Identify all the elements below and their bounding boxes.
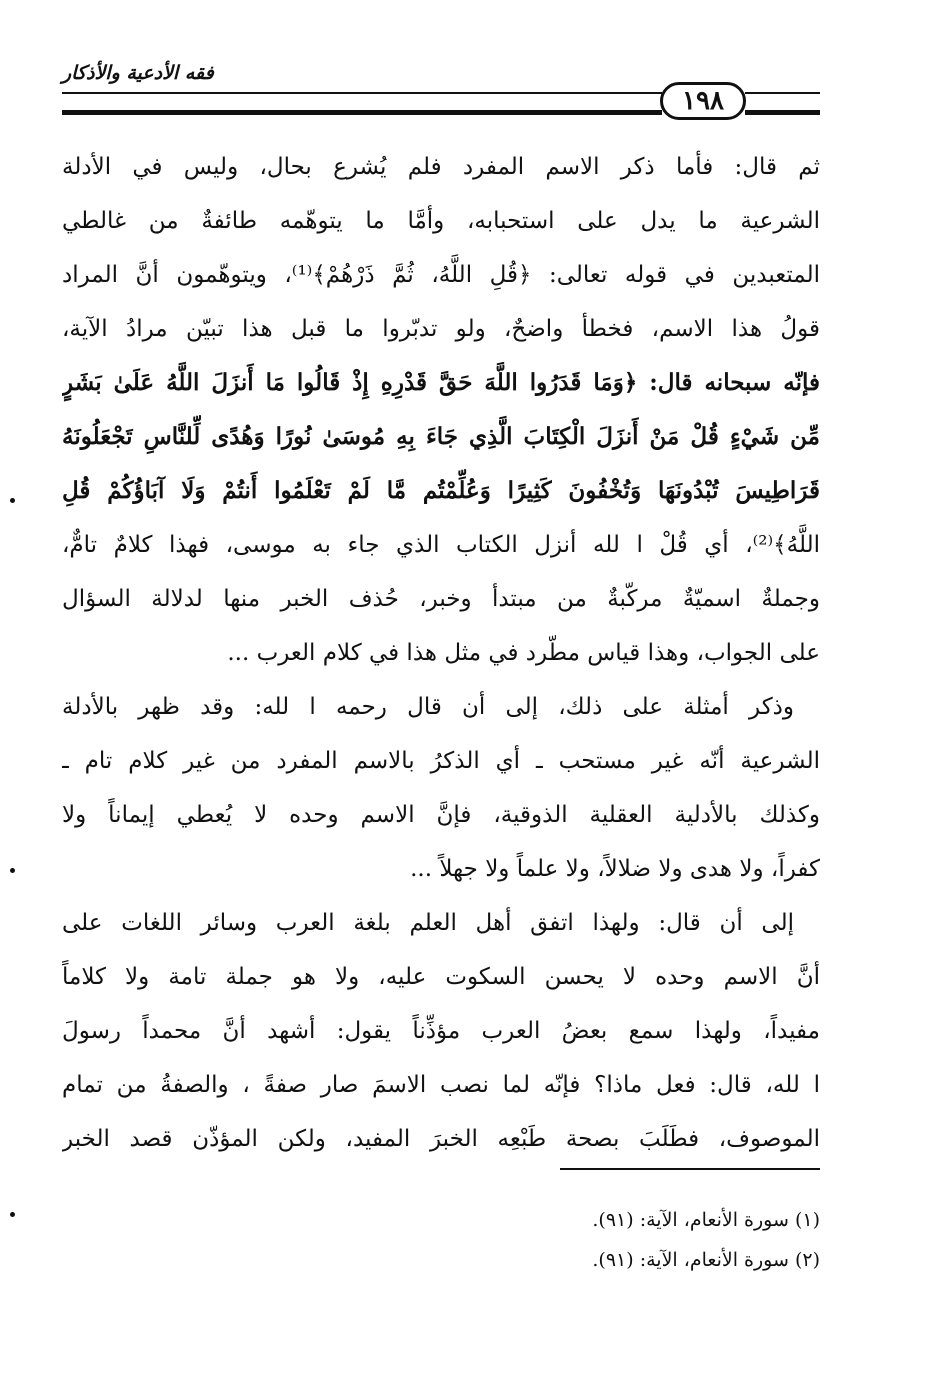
main-text (62, 140, 820, 1166)
running-title: فقه الأدعية والأذكار (62, 62, 214, 84)
text-line: وجملةٌ اسميّةٌ مركّبةٌ من مبتدأ وخبر، حُذف الخبر منها لدلالة السؤال (62, 586, 820, 612)
text-line: أنَّ الاسم وحده لا يحسن السكوت عليه، ولا هو جملة تامة ولا كلاماً (62, 964, 820, 990)
text-line: كفراً، ولا هدى ولا ضلالاً، ولا علماً ولا جهلاً ... (410, 856, 820, 882)
text-line: قولُ هذا الاسم، فخطأ واضحٌ، ولو تدبّروا ما قبل هذا تبيّن مرادُ الآية، (62, 316, 820, 342)
margin-mark (10, 1212, 15, 1217)
text-line: على الجواب، وهذا قياس مطّرد في مثل هذا في كلام العرب ... (227, 640, 820, 666)
paragraph-start-line: وذكر أمثلة على ذلك، إلى أن قال رحمه ا لله: وقد ظهر بالأدلة (62, 694, 794, 720)
header-rule-thick-right (745, 110, 820, 115)
footnote: (١) سورة الأنعام، الآية: (٩١). (592, 1209, 820, 1231)
text-line: وكذلك بالأدلية العقلية الذوقية، فإنَّ الاسم وحده لا يُعطي إيماناً ولا (62, 802, 820, 828)
footnote: (٢) سورة الأنعام، الآية: (٩١). (592, 1249, 820, 1271)
text-line: الشرعية أنّه غير مستحب ـ أي الذكرُ بالاسم المفرد من غير كلام تام ـ (62, 748, 820, 774)
text-line: الموصوف، فطَلَبَ بصحة طَبْعِه الخبرَ المفيد، ولكن المؤذّن قصد الخبر (62, 1126, 820, 1152)
margin-mark (10, 498, 15, 503)
header-rule-thick (62, 110, 662, 115)
text-line: ا لله، قال: فعل ماذا؟ فإنّه لما نصب الاسمَ صار صفةً ، والصفةُ من تمام (62, 1072, 820, 1098)
text-line: الشرعية ما يدل على استحبابه، وأمَّا ما يتوهّمه طائفةٌ من غالطي (62, 208, 820, 234)
quran-verse-line: فإنّه سبحانه قال: ﴿وَمَا قَدَرُوا اللَّهَ حَقَّ قَدْرِهِ إِذْ قَالُوا مَا أَنزَلَ اللَّهُ عَلَىٰ بَشَرٍ (62, 369, 820, 396)
text-line: مفيداً، ولهذا سمع بعضُ العرب مؤذِّناً يقول: أشهد أنَّ محمداً رسولَ (62, 1018, 820, 1044)
header-rule-thin (62, 92, 662, 94)
page-number: ١٩٨ (660, 82, 746, 120)
margin-mark (10, 868, 15, 873)
text-line: اللَّهُ﴾⁽²⁾، أي قُلْ ا لله أنزل الكتاب الذي جاء به موسى، فهذا كلامٌ تامٌّ، (62, 532, 820, 558)
footnotes (400, 1200, 820, 1280)
paragraph-start-line: إلى أن قال: ولهذا اتفق أهل العلم بلغة العرب وسائر اللغات على (62, 910, 794, 936)
text-line: المتعبدين في قوله تعالى: ﴿قُلِ اللَّهُ، ثُمَّ ذَرْهُمْ﴾⁽¹⁾، ويتوهّمون أنَّ المراد (62, 262, 820, 288)
quran-verse-line: مِّن شَيْءٍ قُلْ مَنْ أَنزَلَ الْكِتَابَ الَّذِي جَاءَ بِهِ مُوسَىٰ نُورًا وَهُدًى لِّلنَّاسِ تَجْعَلُونَهُ (62, 423, 820, 450)
footnote-divider (560, 1168, 820, 1170)
header-rule-thin-right (745, 92, 820, 94)
quran-verse-line: قَرَاطِيسَ تُبْدُونَهَا وَتُخْفُونَ كَثِيرًا وَعُلِّمْتُم مَّا لَمْ تَعْلَمُوا أَنتُمْ وَلَا آبَاؤُكُمْ قُلِ (62, 477, 820, 504)
text-line: ثم قال: فأما ذكر الاسم المفرد فلم يُشرع بحال، وليس في الأدلة (62, 154, 820, 180)
